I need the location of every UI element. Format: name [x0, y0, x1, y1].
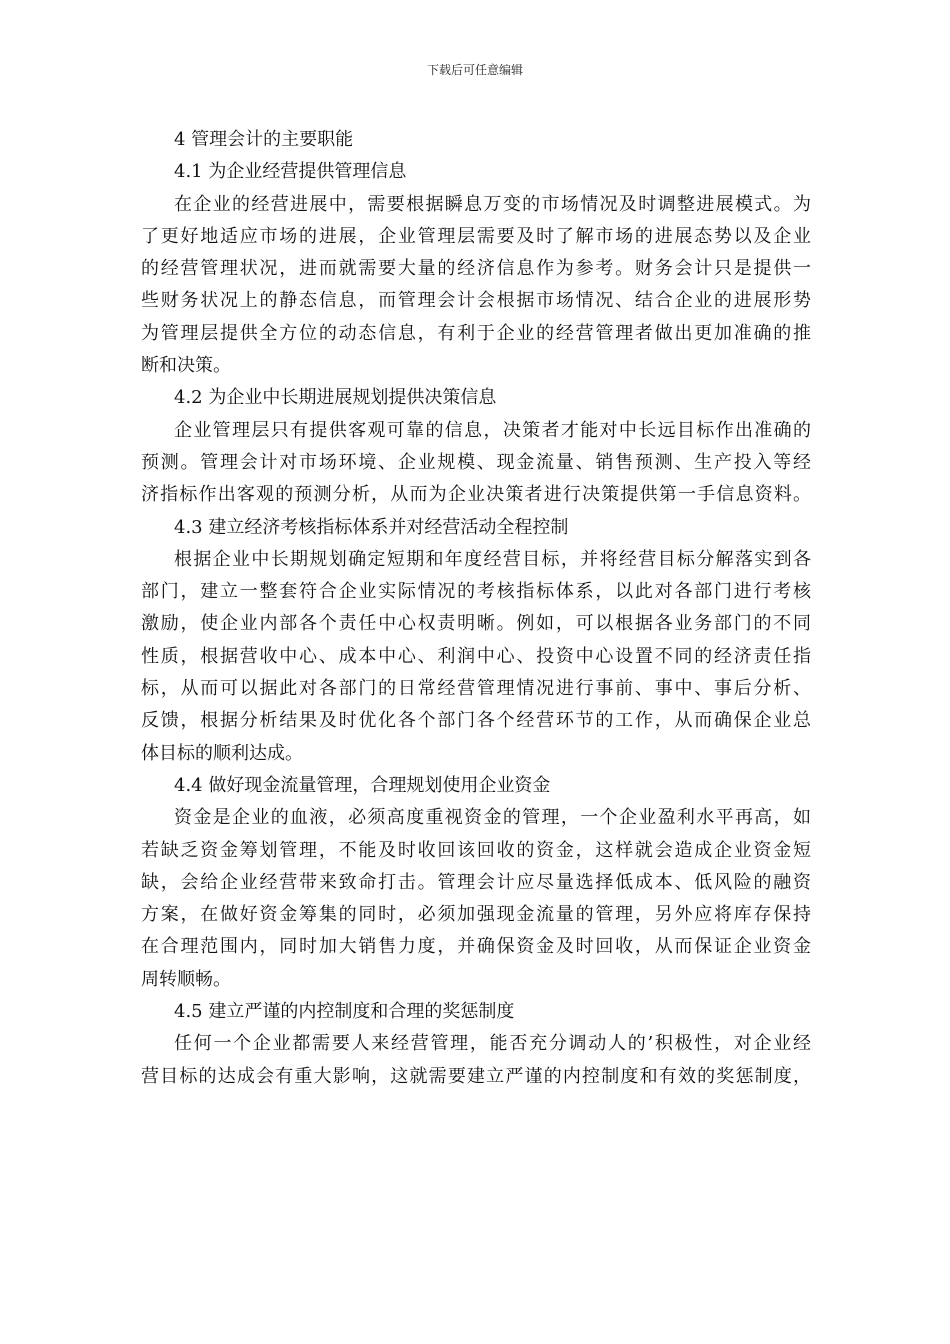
- document-body: [141, 124, 811, 1093]
- paragraph-line: 任何一个企业都需要人来经营管理，能否充分调动人的’积极性，对企业经: [174, 1033, 811, 1055]
- paragraph-line: 部门，建立一整套符合企业实际情况的考核指标体系，以此对各部门进行考核: [141, 581, 811, 603]
- paragraph-line: 预测。管理会计对市场环境、企业规模、现金流量、销售预测、生产投入等经: [141, 451, 811, 473]
- paragraph-line: 反馈，根据分析结果及时优化各个部门各个经营环节的工作，从而确保企业总: [141, 710, 811, 732]
- paragraph-line: 根据企业中长期规划确定短期和年度经营目标，并将经营目标分解落实到各: [174, 548, 811, 570]
- paragraph-line: 方案，在做好资金筹集的同时，必须加强现金流量的管理，另外应将库存保持: [141, 904, 811, 926]
- section-heading: 4.5 建立严谨的内控制度和合理的奖惩制度: [174, 1001, 515, 1023]
- paragraph-line: 在企业的经营进展中，需要根据瞬息万变的市场情况及时调整进展模式。为: [174, 193, 811, 215]
- paragraph-line: 的经营管理状况，进而就需要大量的经济信息作为参考。财务会计只是提供一: [141, 258, 811, 280]
- paragraph-line: 性质，根据营收中心、成本中心、利润中心、投资中心设置不同的经济责任指: [141, 645, 811, 667]
- paragraph-line: 断和决策。: [141, 355, 231, 377]
- section-heading: 4 管理会计的主要职能: [174, 129, 354, 150]
- section-heading: 4.4 做好现金流量管理，合理规划使用企业资金: [174, 774, 551, 796]
- paragraph-line: 了更好地适应市场的进展，企业管理层需要及时了解市场的进展态势以及企业: [141, 225, 811, 247]
- page-header: 下载后可任意编辑: [426, 63, 523, 77]
- section-heading: 4.3 建立经济考核指标体系并对经营活动全程控制: [174, 516, 569, 538]
- paragraph-line: 济指标作出客观的预测分析，从而为企业决策者进行决策提供第一手信息资料。: [141, 484, 811, 506]
- paragraph-line: 企业管理层只有提供客观可靠的信息，决策者才能对中长远目标作出准确的: [174, 419, 811, 441]
- paragraph-line: 营目标的达成会有重大影响，这就需要建立严谨的内控制度和有效的奖惩制度，: [141, 1065, 811, 1087]
- paragraph-line: 体目标的顺利达成。: [141, 742, 303, 764]
- paragraph-line: 为管理层提供全方位的动态信息，有利于企业的经营管理者做出更加准确的推: [141, 322, 811, 344]
- paragraph-line: 若缺乏资金筹划管理，不能及时收回该回收的资金，这样就会造成企业资金短: [141, 839, 811, 861]
- paragraph-line: 标，从而可以据此对各部门的日常经营管理情况进行事前、事中、事后分析、: [141, 678, 811, 700]
- paragraph-line: 资金是企业的血液，必须高度重视资金的管理，一个企业盈利水平再高，如: [174, 807, 811, 829]
- paragraph-line: 在合理范围内，同时加大销售力度，并确保资金及时回收，从而保证企业资金: [141, 936, 811, 958]
- paragraph-line: 激励，使企业内部各个责任中心权责明晰。例如，可以根据各业务部门的不同: [141, 613, 811, 635]
- section-heading: 4.2 为企业中长期进展规划提供决策信息: [174, 387, 497, 409]
- section-heading: 4.1 为企业经营提供管理信息: [174, 161, 407, 183]
- paragraph-line: 周转顺畅。: [141, 968, 231, 990]
- paragraph-line: 缺，会给企业经营带来致命打击。管理会计应尽量选择低成本、低风险的融资: [141, 871, 811, 893]
- paragraph-line: 些财务状况上的静态信息，而管理会计会根据市场情况、结合企业的进展形势: [141, 290, 811, 312]
